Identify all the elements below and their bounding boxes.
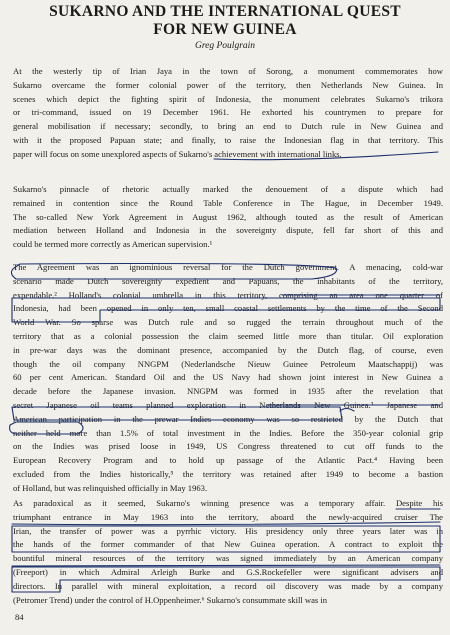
text-line: The so-called New York Agreement in August 1962, although touted as the result of American (13, 211, 443, 222)
text-line: As paradoxical as it seemed, Sukarno's winning presence was a temporary affair. Despite his (13, 498, 443, 508)
text-line: excluded from the Indies historically,⁵ the territory was retained after 1949 to become a bastion (13, 468, 443, 479)
text-line: At the westerly tip of Irian Jaya in the town of Sorong, a monument commemorates how (13, 66, 443, 76)
text-line: remained in contention since the Round Table Conference in The Hague, in December 1949. (13, 197, 443, 208)
paragraph-1 (13, 65, 443, 162)
text-line: neither held more than 1.5% of total investment in the Indies. Before the 350-year colonial grip (13, 427, 443, 438)
text-line: of Holland, but was relinquished officially in May 1963. (13, 482, 208, 493)
text-line: secret Japanese oil teams planned exploration in Netherlands New Guinea.³ Japanese and (13, 399, 443, 410)
text-line: territory that as a colonial possession the claim seemed little more than titular. Oil exploration (13, 330, 443, 341)
text-line: or tri-command, issued on 19 December 1961. He exhorted his countrymen to prepare for (13, 107, 443, 118)
article-author: Greg Poulgrain (194, 41, 256, 51)
paragraph-2 (13, 183, 443, 252)
text-line: (Freeport) in which Admiral Arleigh Burke and G.S.Rockefeller were significant advisers and (13, 566, 443, 577)
text-line: European Recovery Program and to hold up passage of the Atlantic Pact.⁴ Having been (13, 455, 443, 466)
text-line: decade before the Japanese invasion. NNGPM was formed in 1935 after the revelation that (13, 386, 443, 397)
text-line: 60 per cent American. Standard Oil and the US Navy had shown joint interest in New Guinea a (13, 372, 443, 383)
text-line: scenes which depict the fighting spirit of Indonesia, the monument celebrates Sukarno's trikora (13, 93, 443, 104)
text-line: could be termed more correctly as American supervision.¹ (13, 239, 213, 250)
text-line: Sukarno's pinnacle of rhetoric actually marked the denouement of a dispute which had (13, 184, 443, 194)
page-number: 84 (15, 612, 24, 622)
text-line: directors. In parallel with mineral exploitation, a record oil discovery was made by a company (13, 580, 443, 591)
text-line: bountiful mineral resources of the territory was signed immediately by an American company (13, 553, 443, 564)
text-line: expendable.² Holland's colonial umbrella in this territory, comprising an area one quarter of (13, 289, 443, 300)
text-line: mediation between Holland and Indonesia in the sovereignty dispute, fell far short of this and (13, 225, 443, 236)
text-line: on the Indies was prised loose in 1949, US Congress threatened to cut off funds to the (13, 441, 443, 452)
text-line: scenario made Dutch sovereignty expedient and Papuans, the inhabitants of the territory, (13, 275, 443, 286)
article-title-line-2: FOR NEW GUINEA (153, 21, 297, 38)
text-line: Irian, the transfer of power was a pyrrhic victory. His presidency only three years later was in (13, 525, 443, 536)
text-line: general mobilisation if necessary; secondly, to bring an end to Dutch rule in New Guinea and (13, 121, 443, 132)
text-line: the hands of the former commander of that New Guinea operation. A contract to exploit the (13, 539, 443, 550)
text-line: (Petromer Trend) under the control of H.Oppenheimer.⁶ Sukarno's consummate skill was in (13, 594, 328, 605)
paragraph-3 (13, 261, 443, 496)
text-line: The Agreement was an ignominious reversal for the Dutch government. A menacing, cold-war (13, 262, 443, 272)
text-line: paper will focus on some unexplored aspects of Sukarno's achievement with international links. (13, 148, 342, 159)
text-line: World War. So sparse was Dutch rule and so rugged the terrain throughout much of the (13, 317, 443, 328)
text-line: Sukarno overcame the former colonial power of the territory, then Netherlands New Guinea. In (13, 79, 443, 90)
text-line: triumphant entrance in May 1963 into the territory, aboard the newly-acquired cruiser The (13, 511, 443, 522)
text-line: though the oil company NNGPM (Nederlandsche Nieuw Guinee Petroleum Maatschappij) was (13, 358, 443, 369)
text-line: Indonesia, had been opened in only ten, small coastal settlements by the time of the Second (13, 303, 443, 314)
article-title-line-1: SUKARNO AND THE INTERNATIONAL QUEST (49, 3, 401, 20)
text-line: American participation in the prewar Indies economy was so restricted by the Dutch that (13, 413, 443, 424)
text-line: with it the proposed Papuan state; and finally, to raise the Indonesian flag in that territory. This (13, 134, 443, 145)
text-line: in pre-war days was the dominant presence, accompanied by the Dutch flag, of course, even (13, 344, 443, 355)
paragraph-4 (13, 497, 443, 607)
